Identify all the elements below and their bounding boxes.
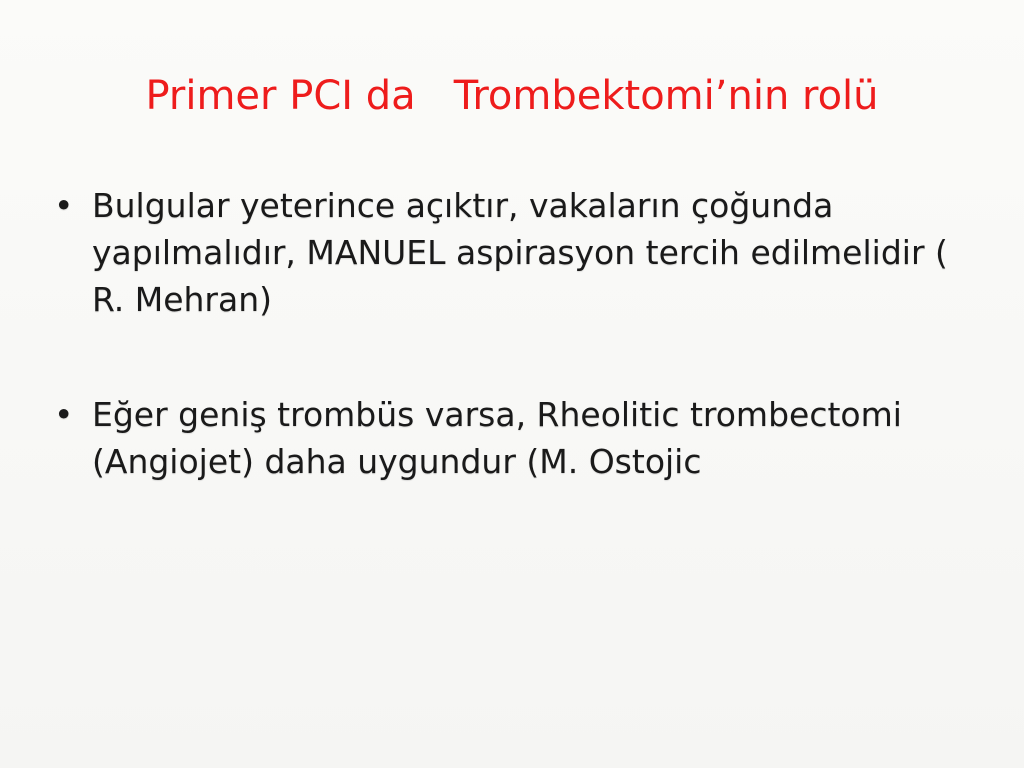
bullet-text: Eğer geniş trombüs varsa, Rheolitic trombectomi (Angiojet) daha uygundur (M. Ostojic [92,395,902,481]
slide-title: Primer PCI da Trombektomi’nin rolü [145,73,879,119]
bullet-item [0,391,1024,485]
bullet-dot-icon: • [54,395,74,434]
bullet-list [0,182,1024,485]
bullet-text: Bulgular yeterince açıktır, vakaların çoğunda yapılmalıdır, MANUEL aspirasyon tercih edilmelidir ( R. Mehran) [92,186,948,319]
bullet-dot-icon: • [54,186,74,225]
bullet-item [0,182,1024,323]
